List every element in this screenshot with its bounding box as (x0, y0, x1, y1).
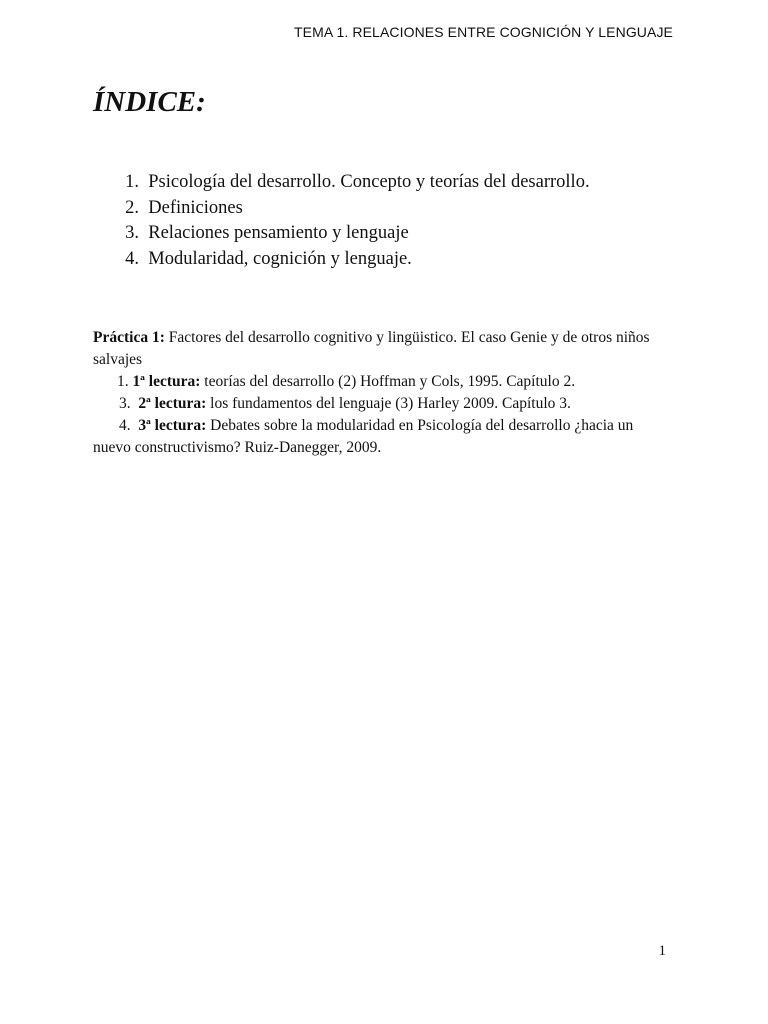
reading-item (93, 393, 673, 415)
reading-label: 2ª lectura: (138, 395, 207, 412)
practice-label: Práctica 1: (93, 329, 165, 346)
toc-item (93, 170, 590, 196)
toc-item-text: Definiciones (148, 197, 243, 218)
reading-text: los fundamentos del lenguaje (3) Harley 2009. Capítulo 3. (210, 395, 571, 412)
reading-number: 4. (119, 417, 131, 434)
reading-text: Debates sobre la modularidad en Psicología del desarrollo ¿hacia un nuevo constructivismo? Ruiz-Danegger, 2009. (93, 417, 634, 456)
reading-label: 1ª lectura: (132, 373, 201, 390)
running-header: TEMA 1. RELACIONES ENTRE COGNICIÓN Y LENGUAJE (294, 24, 673, 40)
toc-item-text: Psicología del desarrollo. Concepto y teorías del desarrollo. (148, 172, 590, 192)
toc-item-number: 3. (125, 223, 139, 243)
reading-item (93, 415, 673, 459)
page-number: 1 (658, 943, 666, 959)
toc-item-text: Relaciones pensamiento y lenguaje (148, 223, 409, 243)
practice-section (93, 327, 673, 459)
reading-label: 3ª lectura: (138, 417, 207, 434)
toc-item-number: 4. (125, 248, 139, 269)
practice-text: Factores del desarrollo cognitivo y lingüistico. El caso Genie y de otros niños salvajes (93, 329, 650, 368)
toc-item-number: 1. (125, 172, 139, 192)
toc-item-number: 2. (125, 197, 139, 218)
table-of-contents (93, 170, 590, 272)
page-title: ÍNDICE: (93, 86, 206, 118)
toc-item (93, 247, 590, 273)
reading-text: teorías del desarrollo (2) Hoffman y Cols, 1995. Capítulo 2. (204, 373, 576, 390)
toc-item (93, 196, 590, 222)
reading-number: 3. (119, 395, 131, 412)
reading-number: 1. (117, 373, 129, 390)
toc-item (93, 221, 590, 247)
practice-heading (93, 327, 673, 371)
reading-item (93, 371, 673, 393)
toc-item-text: Modularidad, cognición y lenguaje. (148, 248, 412, 269)
